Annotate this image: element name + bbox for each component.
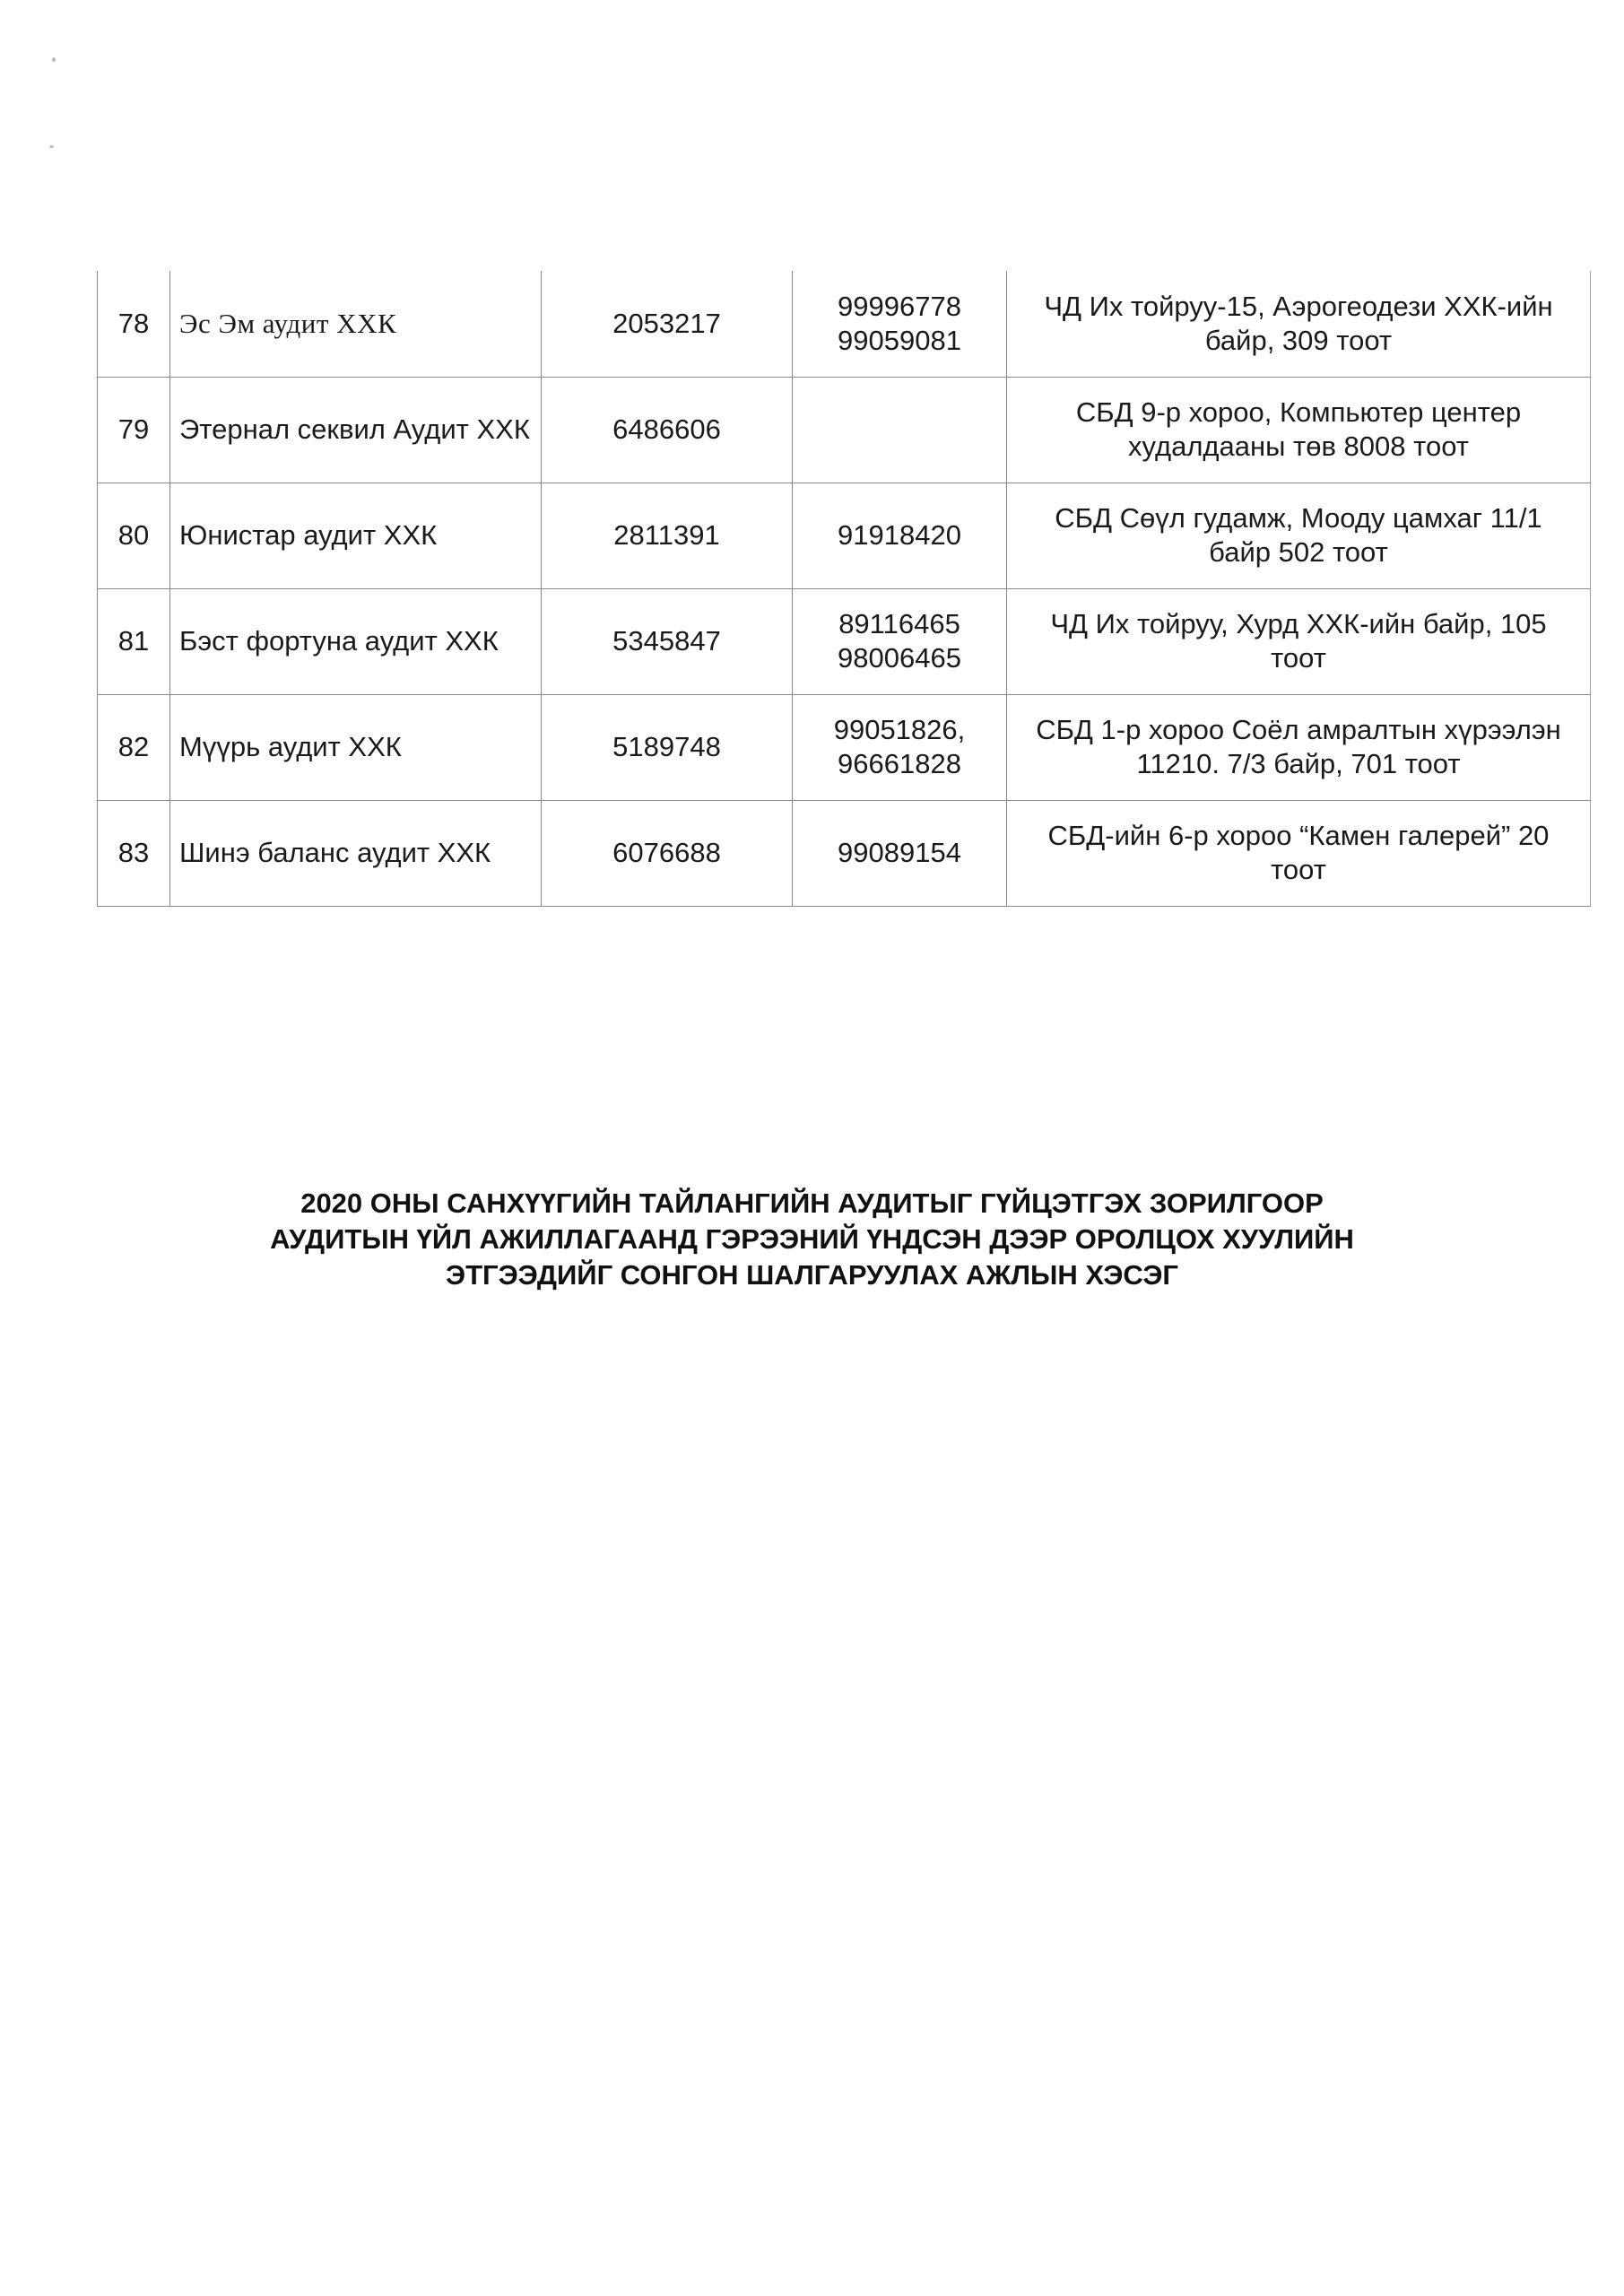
phone-cell (793, 377, 1007, 483)
phone-number: 91918420 (838, 519, 961, 551)
scan-speck (52, 57, 56, 62)
phone-number: 99059081 (838, 324, 961, 356)
firm-name: Эс Эм аудит ХХК (170, 271, 542, 377)
address-line: 11210. 7/3 байр, 701 тоот (1136, 748, 1461, 779)
row-number: 79 (98, 377, 170, 483)
heading-line: 2020 ОНЫ САНХҮҮГИЙН ТАЙЛАНГИЙН АУДИТЫГ ГҮЙЦЭТГЭХ ЗОРИЛГООР (300, 1187, 1324, 1219)
address-line: худалдааны төв 8008 тоот (1128, 430, 1469, 462)
address-cell (1007, 694, 1591, 800)
registration-number: 2053217 (542, 271, 793, 377)
phone-number: 99996778 (838, 290, 961, 322)
address-line: байр 502 тоот (1209, 536, 1388, 568)
address-cell (1007, 483, 1591, 588)
firm-name: Шинэ баланс аудит ХХК (170, 800, 542, 906)
phone-number: 98006465 (838, 642, 961, 674)
registration-number: 6486606 (542, 377, 793, 483)
phone-number: 96661828 (838, 748, 961, 779)
address-cell (1007, 588, 1591, 694)
address-line: СБД Сөүл гудамж, Мооду цамхаг 11/1 (1055, 502, 1542, 534)
phone-number: 89116465 (838, 608, 960, 639)
table-row (98, 271, 1591, 377)
address-line: СБД-ийн 6-р хороо “Камен галерей” 20 (1047, 820, 1550, 851)
table-row (98, 694, 1591, 800)
firm-name: Этернал секвил Аудит ХХК (170, 377, 542, 483)
address-cell (1007, 377, 1591, 483)
address-line: тоот (1271, 854, 1326, 885)
table-row (98, 588, 1591, 694)
table-row (98, 377, 1591, 483)
phone-cell (793, 588, 1007, 694)
address-line: тоот (1271, 642, 1326, 674)
address-cell (1007, 271, 1591, 377)
address-line: ЧД Их тойруу-15, Аэрогеодези ХХК-ийн (1044, 290, 1553, 322)
address-line: СБД 9-р хороо, Компьютер центер (1075, 396, 1522, 428)
phone-cell (793, 483, 1007, 588)
phone-cell (793, 800, 1007, 906)
audit-firm-table (97, 271, 1591, 907)
row-number: 81 (98, 588, 170, 694)
registration-number: 6076688 (542, 800, 793, 906)
phone-cell (793, 271, 1007, 377)
row-number: 83 (98, 800, 170, 906)
table-row (98, 483, 1591, 588)
registration-number: 5345847 (542, 588, 793, 694)
phone-cell (793, 694, 1007, 800)
phone-number: 99051826, (833, 714, 966, 745)
address-line: СБД 1-р хороо Соёл амралтын хүрээлэн (1036, 714, 1561, 745)
firm-name: Бэст фортуна аудит ХХК (170, 588, 542, 694)
address-cell (1007, 800, 1591, 906)
heading-line: АУДИТЫН ҮЙЛ АЖИЛЛАГААНД ГЭРЭЭНИЙ ҮНДСЭН ДЭЭР ОРОЛЦОХ ХУУЛИЙН (270, 1223, 1354, 1255)
firm-name: Юнистар аудит ХХК (170, 483, 542, 588)
phone-number: 99089154 (838, 837, 961, 868)
registration-number: 2811391 (542, 483, 793, 588)
registration-number: 5189748 (542, 694, 793, 800)
table-row (98, 800, 1591, 906)
section-heading (0, 1186, 1624, 1293)
address-line: байр, 309 тоот (1204, 324, 1393, 356)
row-number: 78 (98, 271, 170, 377)
firm-name: Мүүрь аудит ХХК (170, 694, 542, 800)
row-number: 80 (98, 483, 170, 588)
row-number: 82 (98, 694, 170, 800)
scan-speck (49, 145, 54, 148)
address-line: ЧД Их тойруу, Хурд ХХК-ийн байр, 105 (1050, 608, 1547, 639)
heading-line: ЭТГЭЭДИЙГ СОНГОН ШАЛГАРУУЛАХ АЖЛЫН ХЭСЭГ (446, 1259, 1178, 1291)
